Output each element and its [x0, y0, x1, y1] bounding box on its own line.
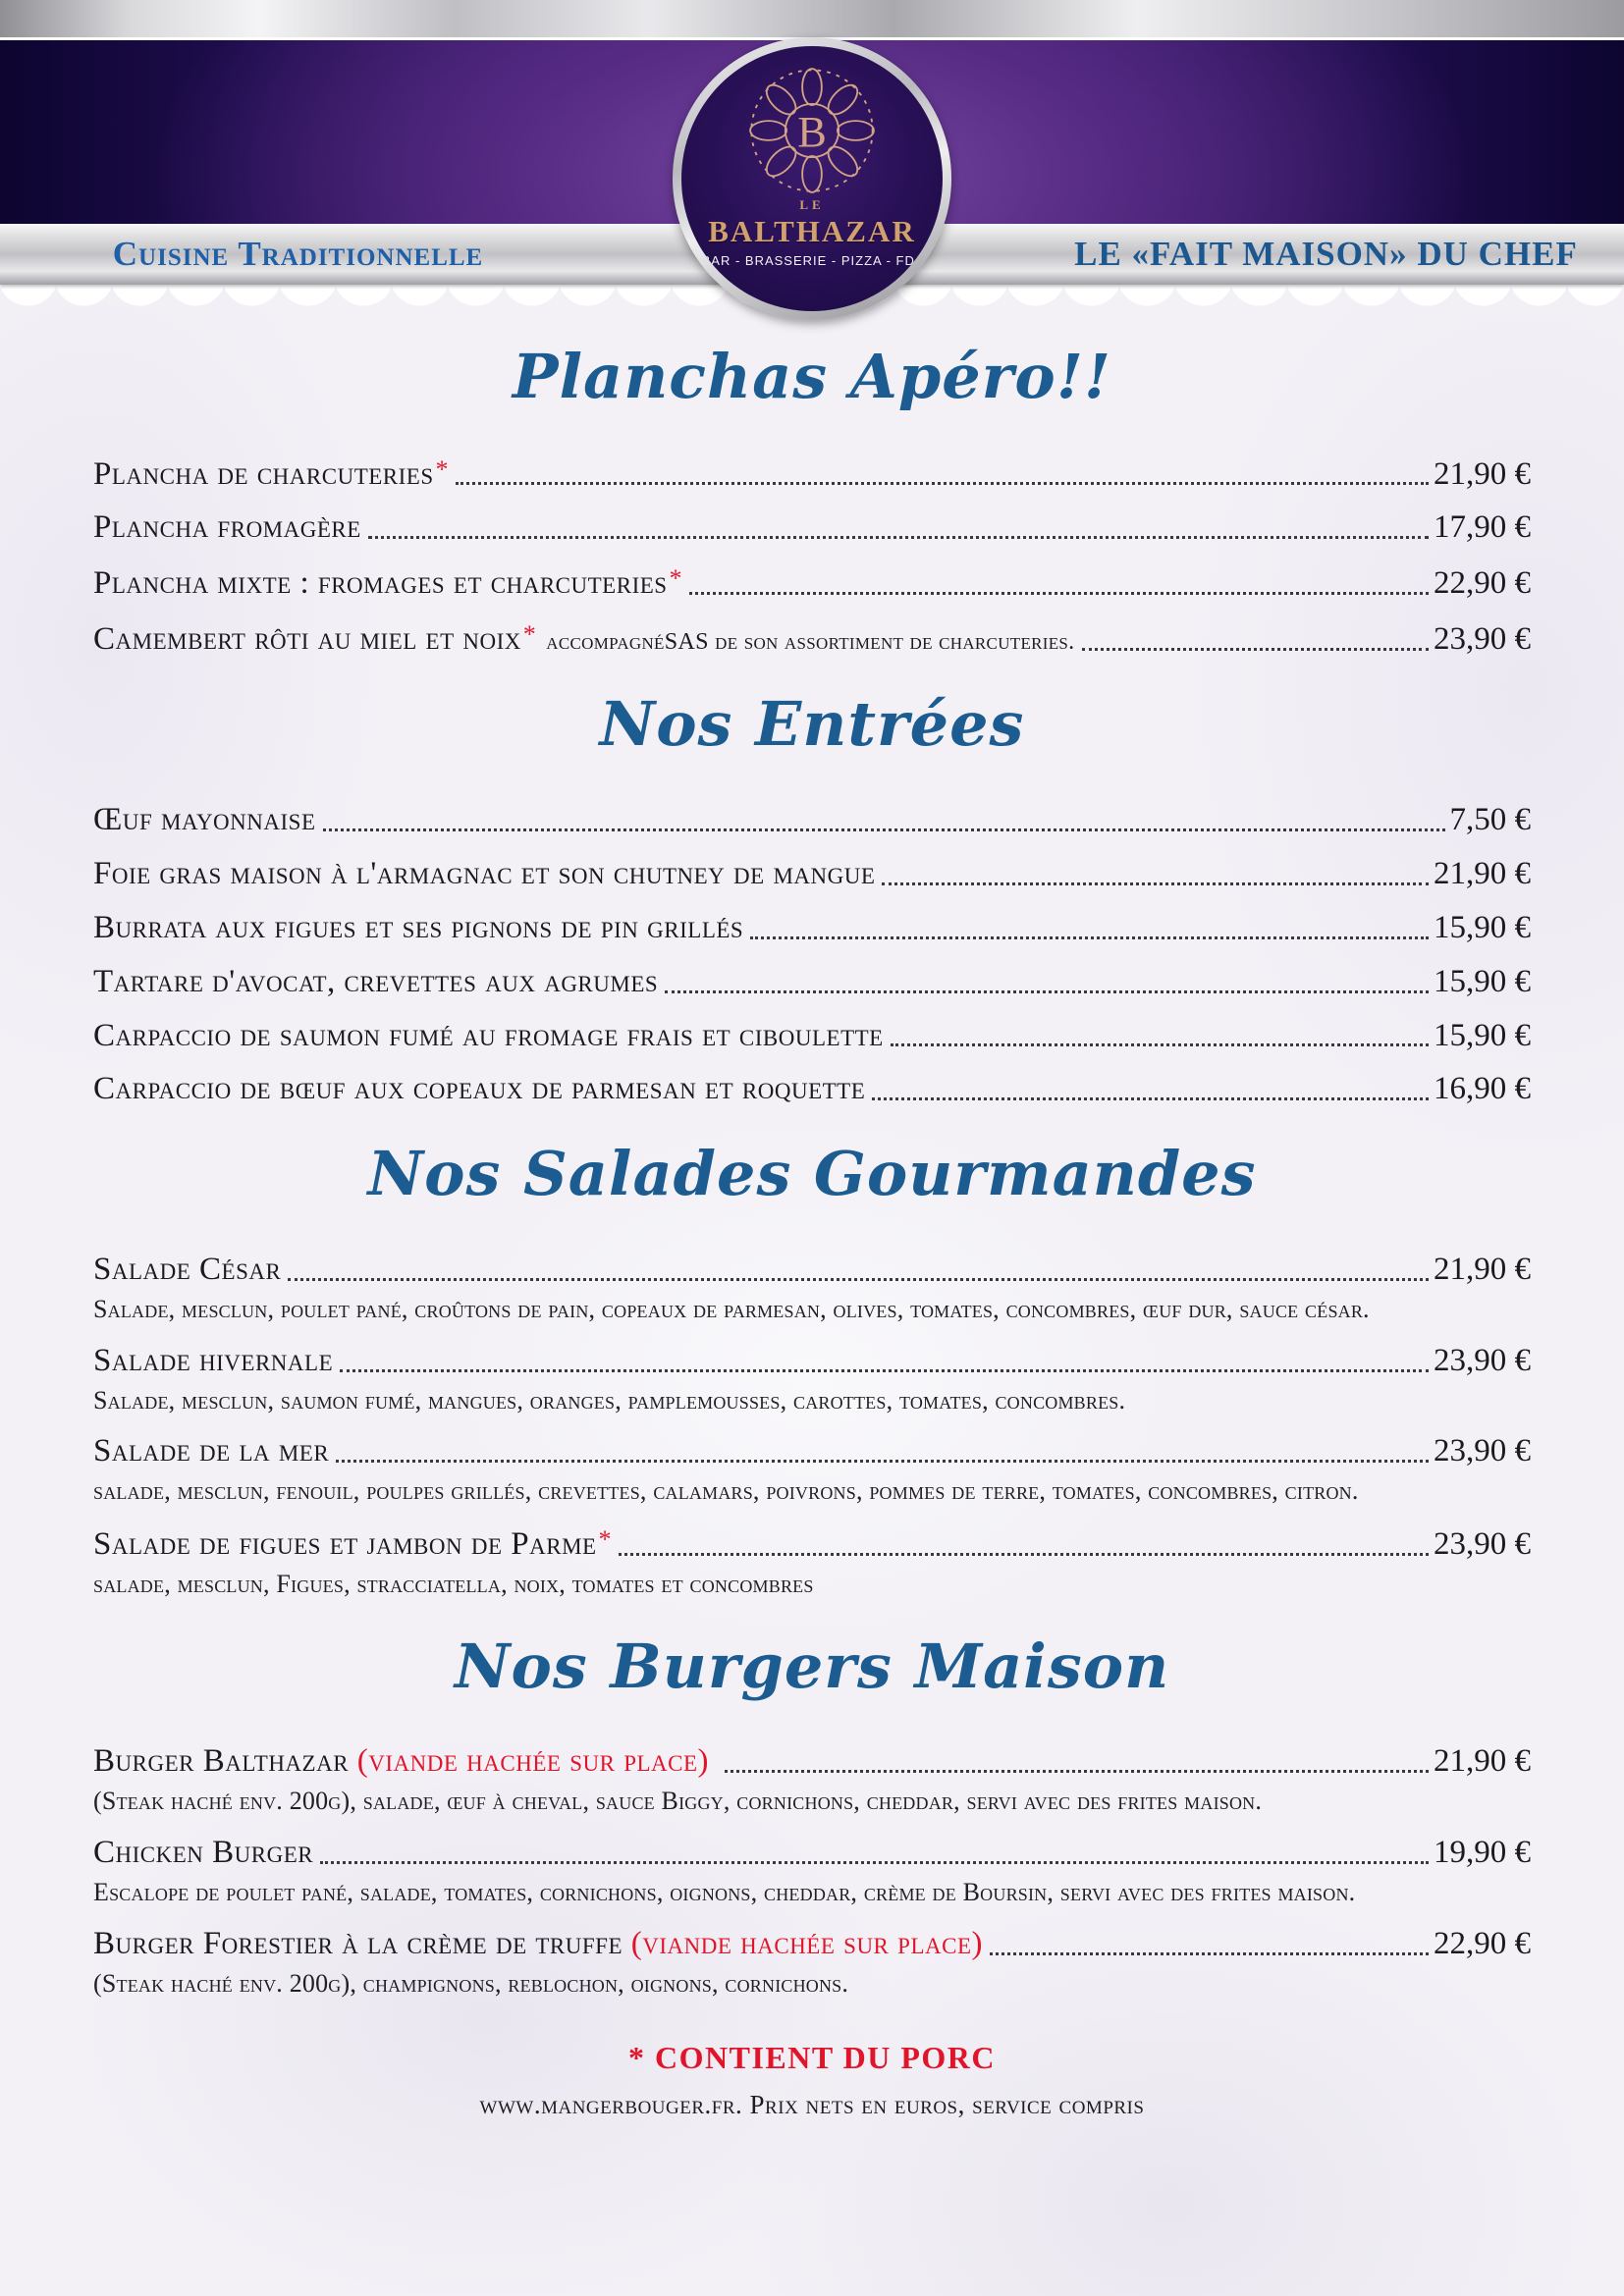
item-name: Plancha de charcuteries: [93, 455, 434, 492]
item-name: Tartare d'avocat, crevettes aux agrumes: [93, 963, 659, 999]
item-label: [93, 1524, 612, 1564]
item-price: 15,90 €: [1434, 1017, 1531, 1053]
item-description: Salade, mesclun, saumon fumé, mangues, oranges, pamplemousses, carottes, tomates, concombres.: [93, 1385, 1126, 1415]
menu-footer: [0, 2040, 1624, 2120]
item-price: 21,90 €: [1434, 1743, 1531, 1780]
section-title: Nos Salades Gourmandes: [367, 1138, 1257, 1210]
item-price: 21,90 €: [1434, 1251, 1531, 1287]
menu-item: [93, 802, 1531, 839]
menu-section: [93, 1136, 1531, 1600]
menu-item-row: [93, 910, 1531, 947]
menu-item-row: [93, 1926, 1531, 1963]
item-name: Salade hivernale: [93, 1342, 334, 1378]
menu-body: [0, 339, 1624, 2001]
item-label: [93, 964, 658, 1001]
item-red-note: (viande hachée sur place): [623, 1925, 983, 1961]
item-red-note: (viande hachée sur place): [349, 1743, 718, 1780]
item-label: [93, 910, 743, 947]
item-price: 23,90 €: [1434, 1526, 1531, 1563]
item-name: Burger Forestier à la crème de truffe: [93, 1925, 623, 1961]
item-price: 21,90 €: [1434, 455, 1531, 492]
item-price: 19,90 €: [1434, 1835, 1531, 1871]
mandala-ornament-icon: [739, 58, 885, 203]
dotted-leader: [990, 1952, 1429, 1955]
menu-item-row: [93, 856, 1531, 893]
menu-item: [93, 619, 1531, 659]
item-description: Salade, mesclun, poulet pané, croûtons de pain, copeaux de parmesan, olives, tomates, concombres, œuf dur, sauce césar.: [93, 1294, 1370, 1323]
dotted-leader: [368, 536, 1429, 539]
menu-item-row: [93, 964, 1531, 1001]
menu-item: [93, 964, 1531, 1001]
dotted-leader: [689, 592, 1429, 595]
item-name: Salade de figues et jambon de Parme: [93, 1526, 597, 1563]
menu-section: [93, 339, 1531, 659]
dotted-leader: [336, 1460, 1429, 1463]
item-name: Carpaccio de bœuf aux copeaux de parmesan et roquette: [93, 1071, 866, 1107]
item-red-note: *: [522, 619, 537, 649]
item-red-note: *: [435, 454, 450, 483]
item-label: [93, 1433, 329, 1470]
dotted-leader: [340, 1369, 1429, 1372]
item-description: Escalope de poulet pané, salade, tomates, cornichons, oignons, cheddar, crème de Boursin, servi avec des frites maison.: [93, 1877, 1356, 1906]
menu-item-row: [93, 563, 1531, 603]
item-description: salade, mesclun, fenouil, poulpes grillés, crevettes, calamars, poivrons, pommes de terre, tomates, concombres, citron.: [93, 1476, 1359, 1506]
menu-item: [93, 454, 1531, 494]
menu-item-row: [93, 1835, 1531, 1872]
item-label: [93, 1252, 281, 1289]
item-description: (Steak haché env. 200g), champignons, reblochon, oignons, cornichons.: [93, 1968, 849, 1998]
menu-item-row: [93, 619, 1531, 659]
item-price: 23,90 €: [1434, 621, 1531, 658]
dotted-leader: [323, 828, 1445, 831]
item-name: Camembert rôti au miel et noix: [93, 621, 521, 658]
item-label: [93, 1018, 884, 1055]
dotted-leader: [872, 1097, 1429, 1100]
item-label: [93, 802, 316, 839]
logo-name: BALTHAZAR: [708, 214, 916, 248]
item-label: [93, 509, 361, 547]
section-items: [93, 1252, 1531, 1601]
item-label: [93, 856, 875, 893]
menu-item-row: [93, 1343, 1531, 1380]
section-title: Nos Entrées: [599, 688, 1025, 761]
logo-tagline: BAR - BRASSERIE - PIZZA - FDJ: [701, 253, 923, 268]
item-price: 16,90 €: [1434, 1071, 1531, 1107]
header-right-tagline: LE «FAIT MAISON» DU CHEF: [1074, 235, 1578, 273]
menu-item-row: [93, 1524, 1531, 1564]
item-price: 23,90 €: [1434, 1433, 1531, 1469]
menu-item: [93, 1926, 1531, 2001]
section-items: [93, 454, 1531, 660]
menu-item: [93, 1343, 1531, 1417]
item-red-note: *: [598, 1524, 612, 1554]
item-description: (Steak haché env. 200g), salade, œuf à cheval, sauce Biggy, cornichons, cheddar, servi avec des frites maison.: [93, 1787, 1263, 1816]
dotted-leader: [456, 482, 1429, 485]
item-price: 15,90 €: [1434, 909, 1531, 945]
menu-section: [93, 1629, 1531, 2001]
menu-item: [93, 1071, 1531, 1108]
item-name: Salade de la mer: [93, 1433, 330, 1469]
section-title: Nos Burgers Maison: [454, 1629, 1170, 1702]
menu-item: [93, 910, 1531, 947]
item-name: Foie gras maison à l'armagnac et son chutney de mangue: [93, 855, 876, 891]
item-price: 21,90 €: [1434, 855, 1531, 891]
menu-item-row: [93, 1018, 1531, 1055]
item-description: salade, mesclun, Figues, stracciatella, noix, tomates et concombres: [93, 1570, 814, 1599]
item-name: Salade César: [93, 1251, 282, 1287]
dotted-leader: [619, 1553, 1429, 1556]
top-silver-bar: [0, 0, 1624, 37]
item-label: [93, 1071, 865, 1108]
item-price: 22,90 €: [1434, 1925, 1531, 1961]
item-name: Plancha fromagère: [93, 509, 361, 546]
section-title: Planchas Apéro!!: [512, 341, 1112, 412]
menu-item: [93, 509, 1531, 547]
menu-item: [93, 1252, 1531, 1326]
dotted-leader: [882, 882, 1429, 885]
dotted-leader: [725, 1770, 1429, 1773]
header-banner: [0, 40, 1624, 285]
menu-item-row: [93, 1071, 1531, 1108]
menu-item: [93, 1743, 1531, 1818]
item-label: [93, 1926, 983, 1963]
section-items: [93, 802, 1531, 1109]
item-name: Burrata aux figues et ses pignons de pin grillés: [93, 909, 744, 945]
item-price: 15,90 €: [1434, 963, 1531, 999]
legal-notice: www.mangerbouger.fr. Prix nets en euros, service compris: [479, 2089, 1145, 2119]
section-items: [93, 1743, 1531, 2000]
dotted-leader: [891, 1043, 1429, 1046]
menu-item: [93, 1433, 1531, 1508]
item-name: Carpaccio de saumon fumé au fromage frais et ciboulette: [93, 1017, 884, 1053]
header-left-tagline: Cuisine Traditionnelle: [112, 235, 484, 273]
item-label: [93, 1343, 333, 1380]
item-price: 17,90 €: [1434, 509, 1531, 546]
item-name: Plancha mixte : fromages et charcuteries: [93, 565, 668, 602]
menu-item-row: [93, 1252, 1531, 1289]
item-name: Chicken Burger: [93, 1835, 314, 1871]
item-price: 7,50 €: [1449, 801, 1531, 837]
item-name: Œuf mayonnaise: [93, 801, 316, 837]
menu-item: [93, 1018, 1531, 1055]
item-inline-note: accompagnéSAS de son assortiment de charcuteries.: [546, 629, 1075, 656]
menu-section: [93, 686, 1531, 1108]
item-label: [93, 1835, 313, 1872]
dotted-leader: [665, 990, 1429, 993]
item-label: [93, 619, 1075, 659]
logo-monogram: B: [797, 107, 827, 157]
logo-medallion-inner: [681, 46, 943, 311]
item-label: [93, 563, 682, 603]
item-label: [93, 454, 449, 494]
menu-item-row: [93, 1743, 1531, 1781]
menu-item-row: [93, 802, 1531, 839]
logo-medallion: [673, 37, 951, 320]
item-price: 23,90 €: [1434, 1342, 1531, 1378]
menu-item: [93, 1835, 1531, 1909]
menu-item: [93, 1524, 1531, 1601]
menu-item-row: [93, 509, 1531, 547]
menu-item: [93, 563, 1531, 603]
dotted-leader: [1082, 648, 1430, 651]
menu-item: [93, 856, 1531, 893]
item-name: Burger Balthazar: [93, 1743, 350, 1780]
menu-item-row: [93, 454, 1531, 494]
item-price: 22,90 €: [1434, 565, 1531, 602]
dotted-leader: [750, 936, 1429, 939]
dotted-leader: [320, 1861, 1429, 1864]
menu-item-row: [93, 1433, 1531, 1470]
item-red-note: *: [669, 563, 682, 593]
logo-le: LE: [799, 197, 825, 212]
pork-notice: * CONTIENT DU PORC: [628, 2039, 996, 2075]
item-label: [93, 1743, 718, 1781]
dotted-leader: [288, 1278, 1429, 1281]
